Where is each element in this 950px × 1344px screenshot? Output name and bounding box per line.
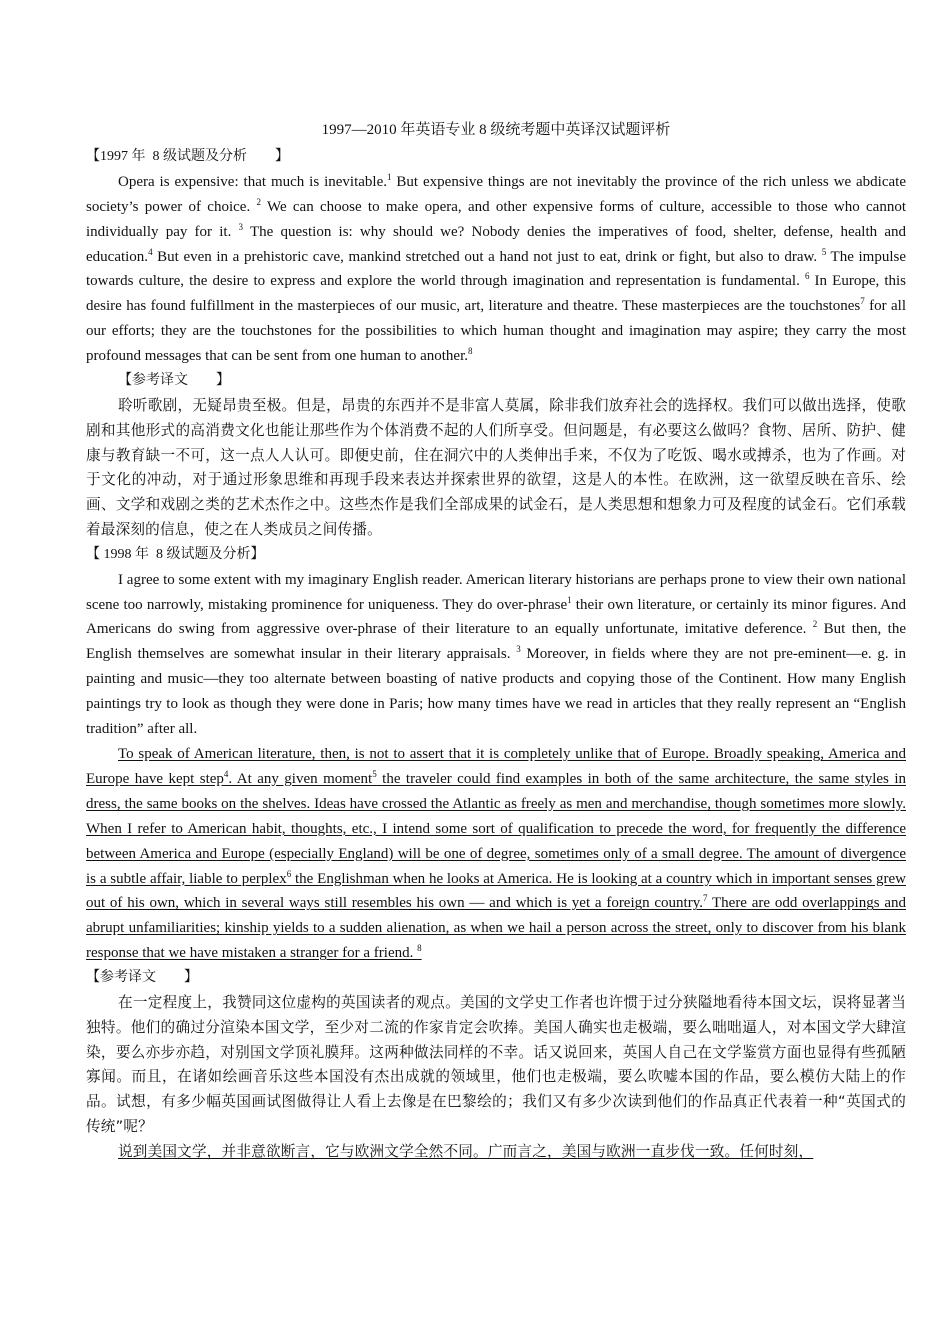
document-title: 1997—2010 年英语专业 8 级统考题中英译汉试题评析 bbox=[321, 122, 671, 138]
footnote-marker: 5 bbox=[372, 768, 377, 779]
document-page bbox=[86, 118, 906, 1165]
translation-1998-paragraph-2: 说到美国文学，并非意欲断言，它与欧洲文学全然不同。广而言之，美国与欧洲一直步伐一致。任何时刻， bbox=[118, 1142, 814, 1160]
footnote-marker: 3 bbox=[238, 221, 244, 232]
footnote-marker: 6 bbox=[804, 271, 810, 282]
footnote-marker: 2 bbox=[812, 619, 818, 630]
translation-1998-header: 【参考译文 】 bbox=[86, 970, 198, 986]
section-1997-header: 【1997 年 8 级试题及分析 】 bbox=[86, 148, 289, 164]
footnote-marker: 5 bbox=[821, 246, 827, 257]
footnote-marker: 2 bbox=[256, 196, 261, 207]
passage-1998-paragraph-2: To speak of American literature, then, is not to assert that it is completely unlike that of Europe. Broadly speaking, America and Europe have kept step$^4$. At any given moment$^5$ the traveler could find examples in both of the same architecture, the same styles in dress, the same books on the shelves. Ideas have crossed the Atlantic as freely as men and merchandise, though sometimes more slowly. When I refer to American habit, thoughts, etc., I intend some sort of qualification to precede the word, for frequently the difference between America and Europe (especially England) will be one of degree, sometimes only of a small degree. The amount of divergence is a subtle affair, liable to perplex$^6$ the Englishman when he looks at America. He is looking at a country which in important senses grew out of his own, which in several ways still resembles his own — and which is yet a foreign country.$^7$ There are odd overlappings and abrupt unfamiliarities; kinship yields to a sudden alienation, as when we hail a person across the street, only to discover from his blank response that we have mistaken a stranger for a friend. $^8$ bbox=[86, 746, 906, 962]
footnote-marker: 1 bbox=[387, 171, 392, 182]
footnote-marker: 8 bbox=[467, 346, 473, 357]
footnote-marker: 6 bbox=[286, 868, 292, 879]
footnote-marker: 3 bbox=[516, 644, 521, 655]
translation-1998-paragraph-1: 在一定程度上，我赞同这位虚构的英国读者的观点。美国的文学史工作者也许惯于过分狭隘地看待本国文坛，误将显著当独特。他们的确过分渲染本国文学，至少对二流的作家肯定会吹捧。美国人确实也走极端，要么咄咄逼人，对本国文学大肆渲染，要么亦步亦趋，对别国文学顶礼膜拜。这两种做法同样的不幸。话又说回来，英国人自己在文学鉴赏方面也显得有些孤陋寡闻。而且，在诸如绘画音乐这些本国没有杰出成就的领域里，他们也走极端，要么吹嘘本国的作品，要么模仿大陆上的作品。试想，有多少幅英国画试图做得让人看上去像是在巴黎绘的；我们又有多少次读到他们的作品真正代表着一种“英国式的传统”呢？ bbox=[86, 994, 906, 1136]
section-1998-header: 【 1998 年 8 级试题及分析】 bbox=[86, 546, 265, 562]
footnote-marker: 8 bbox=[417, 943, 422, 954]
translation-1997: 聆听歌剧，无疑昂贵至极。但是，昂贵的东西并不是非富人莫属，除非我们放弃社会的选择权。我们可以做出选择，使歌剧和其他形式的高消费文化也能让那些作为个体消费不起的人们所享受。但问题是，有必要这么做吗？食物、居所、防护、健康与教育缺一不可，这一点人人认可。即便史前，住在洞穴中的人类伸出手来，不仅为了吃饭、喝水或搏杀，也为了作画。对于文化的冲动，对于通过形象思维和再现手段来表达并探索世界的欲望，这是人的本性。在欧洲，这一欲望反映在音乐、绘画、文学和戏剧之类的艺术杰作之中。这些杰作是我们全部成果的试金石，是人类思想和想象力可及程度的试金石。它们承载着最深刻的信息，使之在人类成员之间传播。 bbox=[86, 396, 906, 538]
passage-1997: Opera is expensive: that much is inevitable.$^1$ But expensive things are not inevitably the province of the rich unless we abdicate society’s power of choice. $^2$ We can choose to make opera, and other expensive forms of culture, accessible to those who cannot individually pay for it. $^3$ The question is: why should we? Nobody denies the imperatives of food, shelter, defense, health and education.$^4$ But even in a prehistoric cave, mankind stretched out a hand not just to eat, drink or fight, but also to draw. $^5$ The impulse towards culture, the desire to express and explore the world through imagination and representation is fundamental. $^6$ In Europe, this desire has found fulfillment in the masterpieces of our music, art, literature and theatre. These masterpieces are the touchstones$^7$ for all our efforts; they are the touchstones for the possibilities to which human thought and imagination may aspire; they carry the most profound messages that can be sent from one human to another.$^8$ bbox=[86, 171, 907, 365]
footnote-marker: 4 bbox=[223, 768, 229, 779]
footnote-marker: 4 bbox=[148, 246, 153, 257]
footnote-marker: 1 bbox=[567, 594, 572, 605]
passage-1998-paragraph-1: I agree to some extent with my imaginary English reader. American literary historians are perhaps prone to view their own national scene too narrowly, mistaking prominence for uniqueness. They do over-phrase$^1$ their own literature, or certainly its minor figures. And Americans do swing from aggressive over-phrase of their literature to an equally unfortunate, imitative deference. $^2$ But then, the English themselves are somewhat insular in their literary appraisals. $^3$ Moreover, in fields where they are not pre-eminent—e. g. in painting and music—they too alternate between boasting of native products and copying those of the Continent. How many English paintings try to look as though they were done in Paris; how many times have we read in articles that they really represent an “English tradition” after all. bbox=[86, 571, 907, 738]
translation-1997-header: 【参考译文 】 bbox=[118, 373, 230, 389]
footnote-marker: 7 bbox=[703, 893, 708, 904]
footnote-marker: 7 bbox=[860, 296, 865, 307]
